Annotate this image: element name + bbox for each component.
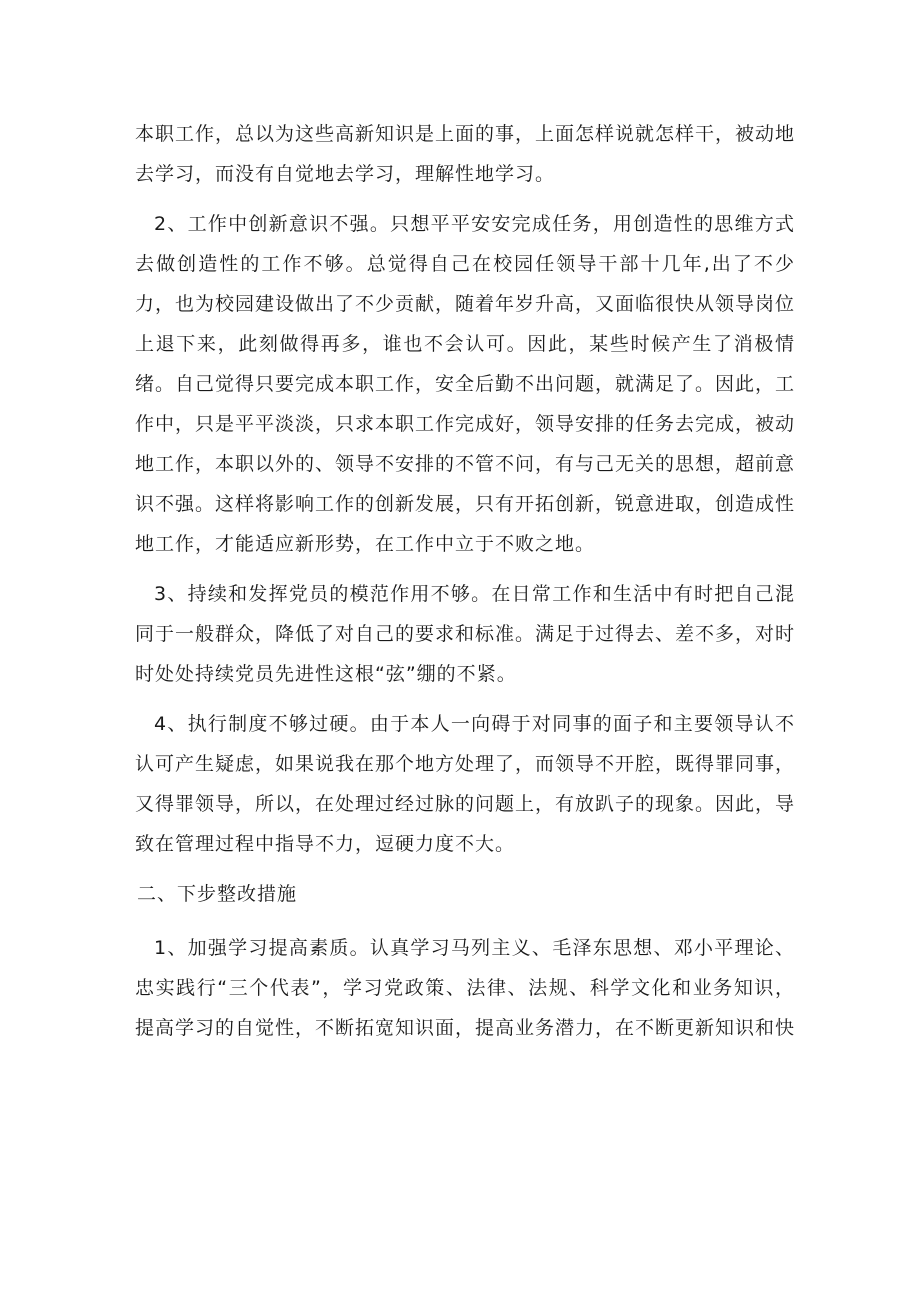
paragraph-item-4: 4、执行制度不够过硬。由于本人一向碍于对同事的面子和主要领导认不认可产生疑虑，如果说我在那个地方处理了，而领导不开腔，既得罪同事，又得罪领导，所以，在处理过经过脉的问题上，有放趴子的现象。因此，导致在管理过程中指导不力，逗硬力度不大。 (135, 713, 796, 855)
section-heading: 二、下步整改措施 (137, 883, 298, 905)
paragraph-item-3: 3、持续和发挥党员的模范作用不够。在日常工作和生活中有时把自己混同于一般群众，降低了对自己的要求和标准。满足于过得去、差不多，对时时处处持续党员先进性这根“弦”绷的不紧。 (135, 583, 796, 685)
paragraph-continuation: 本职工作，总以为这些高新知识是上面的事，上面怎样说就怎样干，被动地去学习，而没有自觉地去学习，理解性地学习。 (135, 123, 796, 185)
paragraph-measure-1: 1、加强学习提高素质。认真学习马列主义、毛泽东思想、邓小平理论、忠实践行“三个代表”，学习党政策、法律、法规、科学文化和业务知识，提高学习的自觉性，不断拓宽知识面，提高业务潜力，在不断更新知识和快 (135, 937, 796, 1039)
paragraph-item-2: 2、工作中创新意识不强。只想平平安安完成任务，用创造性的思维方式去做创造性的工作不够。总觉得自己在校园任领导干部十几年,出了不少力，也为校园建设做出了不少贡献，随着年岁升高，又面临很快从领导岗位上退下来，此刻做得再多，谁也不会认可。因此，某些时候产生了消极情绪。自己觉得只要完成本职工作，安全后勤不出问题，就满足了。因此，工作中，只是平平淡淡，只求本职工作完成好，领导安排的任务去完成，被动地工作，本职以外的、领导不安排的不管不问，有与己无关的思想，超前意识不强。这样将影响工作的创新发展，只有开拓创新，锐意进取，创造成性地工作，才能适应新形势，在工作中立于不败之地。 (135, 213, 796, 555)
document-body (135, 114, 795, 1058)
